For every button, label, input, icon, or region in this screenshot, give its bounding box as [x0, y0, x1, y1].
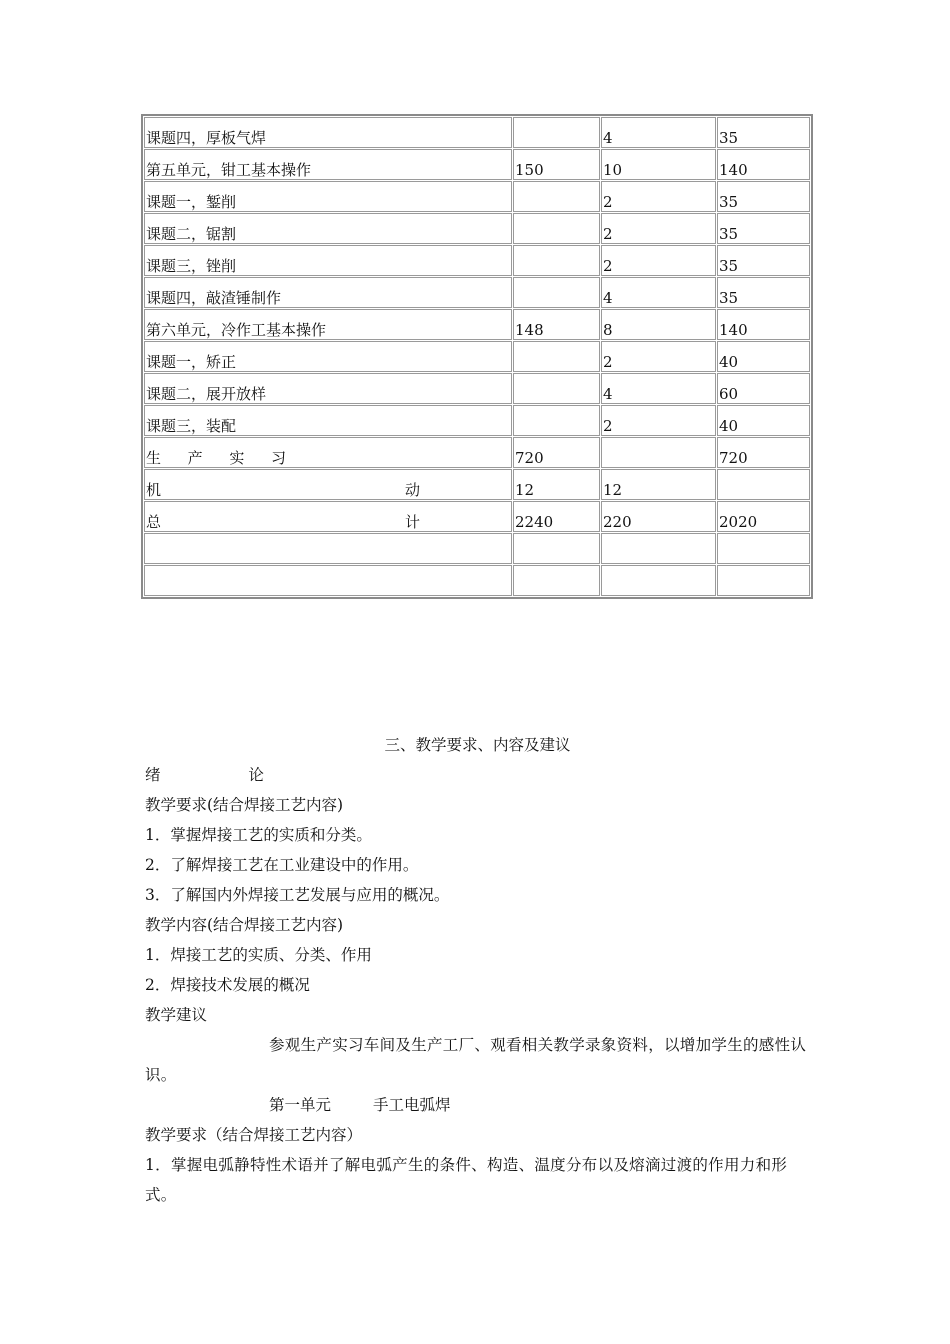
row-practice-hours: 140: [717, 309, 810, 340]
empty-cell: [144, 565, 512, 596]
table-row-mobile: [144, 469, 810, 500]
production-label: [144, 437, 512, 468]
empty-cell: [717, 533, 810, 564]
unit1-req-heading: 教学要求（结合焊接工艺内容）: [145, 1126, 363, 1144]
row-total-hours: [513, 245, 600, 276]
req-item: 3．了解国内外焊接工艺发展与应用的概况。: [145, 886, 450, 904]
row-label: 课题三，装配: [144, 405, 512, 436]
req-item: 1．掌握焊接工艺的实质和分类。: [145, 826, 372, 844]
row-theory-hours: 4: [601, 277, 716, 308]
row-total-hours: 150: [513, 149, 600, 180]
row-practice-hours: 35: [717, 181, 810, 212]
row-label: 课题一，矫正: [144, 341, 512, 372]
empty-cell: [601, 533, 716, 564]
empty-cell: [513, 533, 600, 564]
table-row: [144, 149, 810, 180]
table-row: [144, 245, 810, 276]
row-total-hours: [513, 213, 600, 244]
table-row: [144, 181, 810, 212]
total-label-right: 计: [404, 513, 420, 531]
section-title: 三、教学要求、内容及建议: [384, 736, 571, 754]
document-body: [145, 730, 810, 1210]
mobile-label: [144, 469, 512, 500]
row-label: 课题四，厚板气焊: [144, 117, 512, 148]
intro-heading: [145, 760, 810, 790]
row-total-hours: [513, 373, 600, 404]
row-practice-hours: [717, 469, 810, 500]
row-label: 第六单元，冷作工基本操作: [144, 309, 512, 340]
total-label-left: 总: [146, 513, 162, 531]
unit1-heading: [145, 1090, 810, 1120]
row-practice-hours: 140: [717, 149, 810, 180]
row-practice-hours: 40: [717, 405, 810, 436]
row-theory-hours: 2: [601, 341, 716, 372]
table-row-empty: [144, 533, 810, 564]
table-row: [144, 117, 810, 148]
production-char: 实: [229, 449, 245, 467]
advice-heading: 教学建议: [145, 1006, 208, 1024]
mobile-label-right: 动: [404, 481, 420, 499]
req-heading: 教学要求(结合焊接工艺内容): [145, 796, 344, 814]
intro-heading-right: 论: [248, 766, 264, 784]
hours-table-body: [144, 117, 810, 596]
row-total-hours: [513, 405, 600, 436]
row-label: 课题二，锯割: [144, 213, 512, 244]
row-practice-hours: 60: [717, 373, 810, 404]
row-total-hours: [513, 341, 600, 372]
table-row: [144, 405, 810, 436]
row-practice-hours: 2020: [717, 501, 810, 532]
row-total-hours: 2240: [513, 501, 600, 532]
row-label: 课题一，錾削: [144, 181, 512, 212]
row-theory-hours: 10: [601, 149, 716, 180]
table-row: [144, 341, 810, 372]
content-item: 2．焊接技术发展的概况: [145, 976, 310, 994]
unit1-name: 手工电弧焊: [373, 1096, 451, 1114]
row-total-hours: [513, 117, 600, 148]
row-label: 课题三，锉削: [144, 245, 512, 276]
unit1-number: 第一单元: [269, 1096, 332, 1114]
row-practice-hours: 720: [717, 437, 810, 468]
row-practice-hours: 35: [717, 277, 810, 308]
row-theory-hours: 2: [601, 245, 716, 276]
table-row-production: [144, 437, 810, 468]
table-row: [144, 277, 810, 308]
production-char: 生: [146, 449, 162, 467]
table-row: [144, 213, 810, 244]
content-heading: 教学内容(结合焊接工艺内容): [145, 916, 344, 934]
row-theory-hours: 2: [601, 405, 716, 436]
production-char: 习: [270, 449, 286, 467]
table-row-total: [144, 501, 810, 532]
row-practice-hours: 35: [717, 245, 810, 276]
production-char: 产: [187, 449, 203, 467]
row-total-hours: 12: [513, 469, 600, 500]
empty-cell: [717, 565, 810, 596]
advice-text: 参观生产实习车间及生产工厂、观看相关教学录象资料，以增加学生的感性认识。: [145, 1036, 807, 1084]
table-row: [144, 373, 810, 404]
hours-table-grid: [143, 116, 811, 597]
row-label: 课题四，敲渣锤制作: [144, 277, 512, 308]
unit1-req-item: 1．掌握电弧静特性术语并了解电弧产生的条件、构造、温度分布以及熔滴过渡的作用力和形式。: [145, 1156, 788, 1204]
mobile-label-left: 机: [146, 481, 162, 499]
row-theory-hours: 4: [601, 117, 716, 148]
intro-heading-left: 绪: [145, 766, 161, 784]
req-item: 2．了解焊接工艺在工业建设中的作用。: [145, 856, 419, 874]
hours-table: [141, 114, 813, 599]
row-label: 课题二，展开放样: [144, 373, 512, 404]
row-total-hours: 720: [513, 437, 600, 468]
row-theory-hours: 2: [601, 181, 716, 212]
row-practice-hours: 35: [717, 213, 810, 244]
content-item: 1．焊接工艺的实质、分类、作用: [145, 946, 372, 964]
row-label: 第五单元，钳工基本操作: [144, 149, 512, 180]
table-row: [144, 309, 810, 340]
row-theory-hours: 12: [601, 469, 716, 500]
row-theory-hours: 8: [601, 309, 716, 340]
row-practice-hours: 35: [717, 117, 810, 148]
row-total-hours: [513, 181, 600, 212]
row-theory-hours: 220: [601, 501, 716, 532]
row-total-hours: 148: [513, 309, 600, 340]
row-total-hours: [513, 277, 600, 308]
table-row-empty: [144, 565, 810, 596]
row-theory-hours: [601, 437, 716, 468]
empty-cell: [513, 565, 600, 596]
row-practice-hours: 40: [717, 341, 810, 372]
empty-cell: [144, 533, 512, 564]
empty-cell: [601, 565, 716, 596]
total-label: [144, 501, 512, 532]
row-theory-hours: 4: [601, 373, 716, 404]
row-theory-hours: 2: [601, 213, 716, 244]
